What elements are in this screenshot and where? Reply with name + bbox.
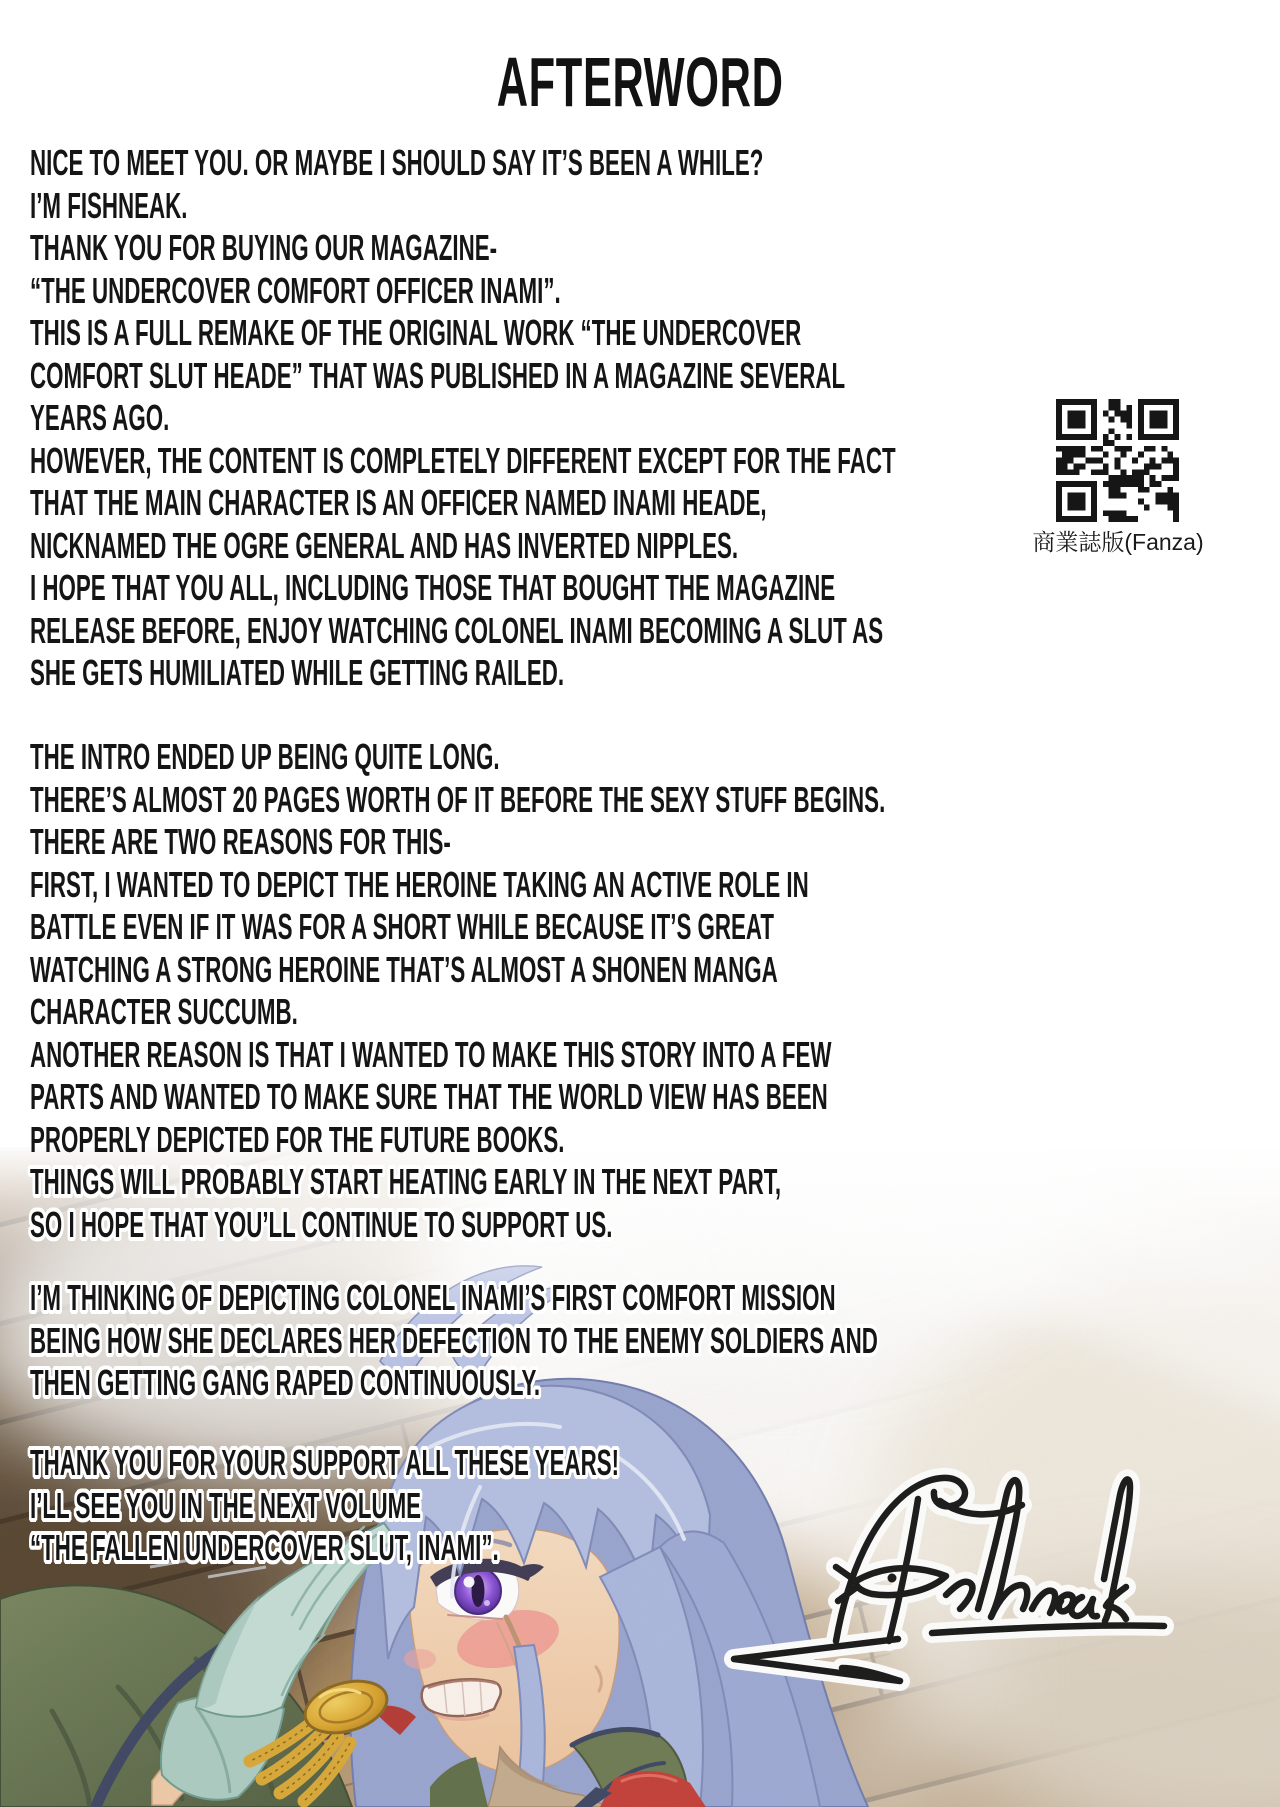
afterword-line: ANOTHER REASON IS THAT I WANTED TO MAKE THIS STORY INTO A FEW — [30, 1033, 832, 1075]
afterword-line: HOWEVER, THE CONTENT IS COMPLETELY DIFFERENT EXCEPT FOR THE FACT — [30, 439, 896, 481]
afterword-line: THERE’S ALMOST 20 PAGES WORTH OF IT BEFORE THE SEXY STUFF BEGINS. — [30, 778, 886, 820]
afterword-line: “THE UNDERCOVER COMFORT OFFICER INAMI”. — [30, 269, 561, 311]
afterword-line: CHARACTER SUCCUMB. — [30, 991, 298, 1032]
afterword-line: PROPERLY DEPICTED FOR THE FUTURE BOOKS. — [30, 1118, 565, 1160]
afterword-line: I’LL SEE YOU IN THE NEXT VOLUME — [30, 1484, 422, 1526]
afterword-line: THAT THE MAIN CHARACTER IS AN OFFICER NAMED INAMI HEADE, — [30, 482, 767, 523]
afterword-line: PARTS AND WANTED TO MAKE SURE THAT THE WORLD VIEW HAS BEEN — [30, 1076, 828, 1117]
qr-caption: 商業誌版(Fanza) — [1032, 529, 1204, 555]
afterword-line: COMFORT SLUT HEADE” THAT WAS PUBLISHED IN A MAGAZINE SEVERAL — [30, 354, 846, 396]
afterword-paragraph-4 — [30, 1442, 1280, 1570]
page-title: AFTERWORD — [496, 43, 784, 121]
afterword-line: FIRST, I WANTED TO DEPICT THE HEROINE TAKING AN ACTIVE ROLE IN — [30, 863, 809, 905]
afterword-line: RELEASE BEFORE, ENJOY WATCHING COLONEL INAMI BECOMING A SLUT AS — [30, 609, 884, 651]
afterword-line: THINGS WILL PROBABLY START HEATING EARLY IN THE NEXT PART, — [30, 1161, 782, 1202]
afterword-line: THEN GETTING GANG RAPED CONTINUOUSLY. — [30, 1362, 541, 1403]
afterword-line: THE INTRO ENDED UP BEING QUITE LONG. — [30, 736, 500, 777]
afterword-line: I’M THINKING OF DEPICTING COLONEL INAMI’S FIRST COMFORT MISSION — [30, 1277, 836, 1318]
afterword-line: BEING HOW SHE DECLARES HER DEFECTION TO THE ENEMY SOLDIERS AND — [30, 1319, 878, 1361]
afterword-paragraph-3 — [30, 1277, 1280, 1405]
afterword-line: WATCHING A STRONG HEROINE THAT’S ALMOST A SHONEN MANGA — [30, 948, 778, 990]
afterword-line: THERE ARE TWO REASONS FOR THIS- — [30, 821, 451, 862]
afterword-line: I’M FISHNEAK. — [30, 184, 188, 226]
afterword-line: I HOPE THAT YOU ALL, INCLUDING THOSE THAT BOUGHT THE MAGAZINE — [30, 567, 836, 608]
afterword-line: SHE GETS HUMILIATED WHILE GETTING RAILED. — [30, 652, 565, 693]
afterword-line: YEARS AGO. — [30, 397, 170, 438]
afterword-line: NICE TO MEET YOU. OR MAYBE I SHOULD SAY IT’S BEEN A WHILE? — [30, 142, 764, 183]
afterword-paragraph-2 — [30, 736, 1280, 1246]
afterword-line: SO I HOPE THAT YOU’LL CONTINUE TO SUPPORT US. — [30, 1203, 613, 1245]
afterword-line: NICKNAMED THE OGRE GENERAL AND HAS INVERTED NIPPLES. — [30, 524, 739, 566]
afterword-line: THIS IS A FULL REMAKE OF THE ORIGINAL WORK “THE UNDERCOVER — [30, 312, 802, 353]
afterword-line: THANK YOU FOR YOUR SUPPORT ALL THESE YEARS! — [30, 1442, 620, 1483]
afterword-paragraph-1 — [30, 142, 1280, 695]
afterword-line: BATTLE EVEN IF IT WAS FOR A SHORT WHILE BECAUSE IT’S GREAT — [30, 906, 775, 947]
afterword-line: THANK YOU FOR BUYING OUR MAGAZINE- — [30, 227, 498, 268]
afterword-line: “THE FALLEN UNDERCOVER SLUT, INAMI”. — [30, 1527, 499, 1568]
